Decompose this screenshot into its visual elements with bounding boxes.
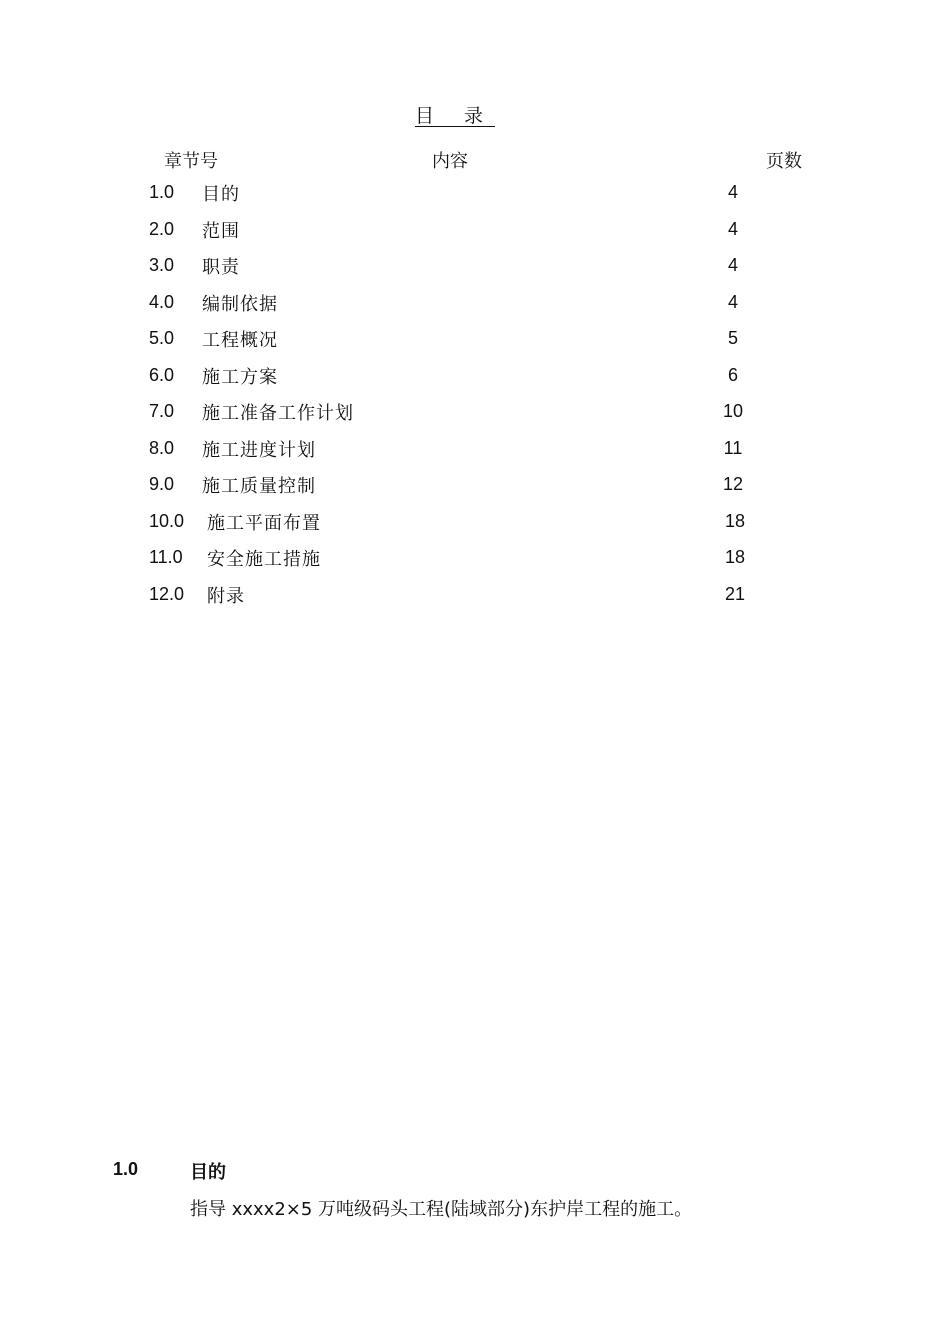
toc-entry-title: 施工方案 [202, 366, 278, 388]
section-number: 1.0 [113, 1159, 139, 1179]
toc-header-chapter: 章节号 [164, 151, 218, 172]
toc-entry-number: 12.0 [149, 583, 185, 604]
toc-entry-number: 10.0 [149, 510, 185, 531]
toc-entry-title: 安全施工措施 [207, 549, 321, 570]
toc-entry[interactable] [0, 509, 950, 546]
toc-entry-title: 工程概况 [202, 330, 278, 351]
toc-entry-number: 4.0 [149, 291, 175, 312]
toc-entry[interactable] [0, 363, 950, 400]
toc-entry[interactable] [0, 545, 950, 582]
toc-entry-title: 目的 [202, 184, 240, 205]
toc-entry[interactable] [0, 399, 950, 436]
toc-entry[interactable] [0, 436, 950, 473]
toc-entry-title: 职责 [202, 257, 240, 278]
toc-entry-number: 2.0 [149, 218, 175, 239]
toc-entry-number: 11.0 [149, 547, 183, 567]
toc-entry-number: 1.0 [149, 182, 175, 202]
toc-entry-number: 3.0 [149, 255, 175, 275]
toc-entry-page: 10 [722, 401, 744, 421]
toc-entry-page: 18 [724, 547, 746, 567]
toc-entry-page: 21 [724, 583, 746, 604]
toc-entry-title: 施工准备工作计划 [202, 403, 354, 424]
toc-entry-title: 施工进度计划 [202, 439, 316, 461]
toc-entry[interactable] [0, 290, 950, 327]
toc-entry-page: 12 [722, 474, 744, 494]
section-body-text: 指导 xxxx2×5 万吨级码头工程(陆域部分)东护岸工程的施工。 [190, 1199, 693, 1220]
toc-entry-page: 4 [727, 182, 738, 202]
toc-entry[interactable] [0, 582, 950, 619]
toc-entry-page: 5 [727, 328, 738, 348]
toc-entry-title: 施工平面布置 [207, 512, 321, 534]
toc-entry-title: 附录 [207, 585, 245, 607]
toc-entry-page: 4 [727, 218, 738, 239]
toc-entry[interactable] [0, 180, 950, 217]
toc-entry-title: 编制依据 [202, 293, 278, 315]
toc-entry-title: 范围 [202, 220, 240, 242]
toc-entry-number: 6.0 [149, 364, 175, 385]
toc-title: 目 录 [415, 105, 496, 127]
toc-entry-page: 4 [727, 291, 738, 312]
toc-entry-page: 4 [727, 255, 738, 275]
toc-entry[interactable] [0, 326, 950, 363]
toc-entry-number: 7.0 [149, 401, 175, 421]
toc-header-content: 内容 [432, 151, 468, 172]
section-heading: 目的 [190, 1162, 226, 1183]
toc-entry-page: 18 [724, 510, 746, 531]
toc-entry-title: 施工质量控制 [202, 476, 316, 497]
toc-entry-number: 5.0 [149, 328, 175, 348]
toc-list [0, 180, 950, 618]
toc-entry-number: 8.0 [149, 437, 175, 458]
toc-header-page: 页数 [766, 151, 802, 172]
toc-entry-page: 11 [723, 437, 743, 458]
toc-entry[interactable] [0, 253, 950, 290]
toc-entry[interactable] [0, 217, 950, 254]
toc-entry-page: 6 [727, 364, 738, 385]
toc-entry[interactable] [0, 472, 950, 509]
toc-entry-number: 9.0 [149, 474, 175, 494]
